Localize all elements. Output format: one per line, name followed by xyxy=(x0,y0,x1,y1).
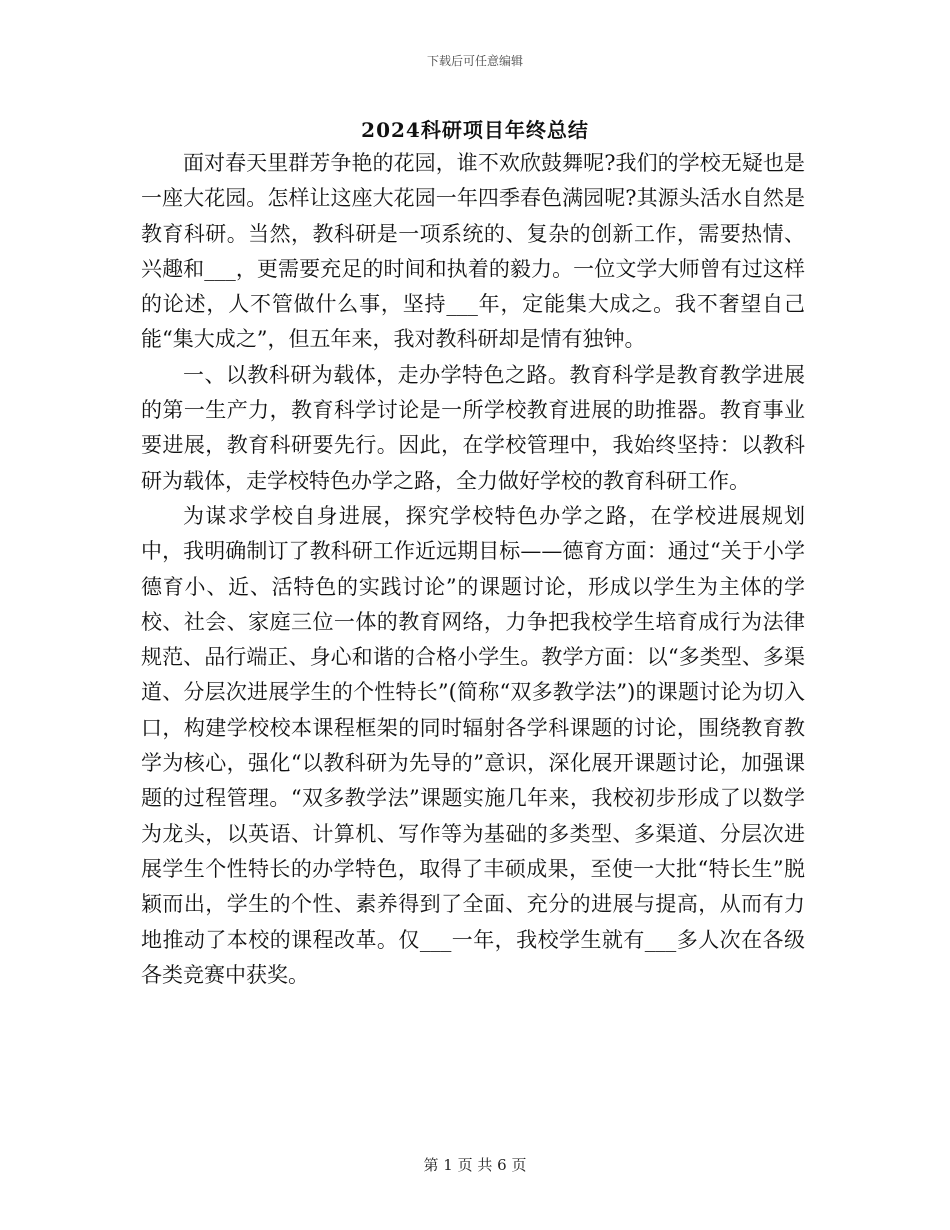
document-title: 2024科研项目年终总结 xyxy=(361,118,589,142)
paragraph-intro: 面对春天里群芳争艳的花园，谁不欢欣鼓舞呢?我们的学校无疑也是一座大花园。怎样让这座大花园一年四季春色满园呢?其源头活水自然是教育科研。当然，教科研是一项系统的、复杂的创新工作，需要热情、兴趣和___，更需要充足的时间和执着的毅力。一位文学大师曾有过这样的论述，人不管做什么事，坚持___年，定能集大成之。我不奢望自己能“集大成之”，但五年来，我对教科研却是情有独钟。 xyxy=(141,151,805,352)
page-header-note: 下载后可任意编辑 xyxy=(426,54,523,68)
page-number: 第 1 页 共 6 页 xyxy=(423,1156,527,1174)
paragraph-goals: 为谋求学校自身进展，探究学校特色办学之路，在学校进展规划中，我明确制订了教科研工作近远期目标——德育方面：通过“关于小学德育小、近、活特色的实践讨论”的课题讨论，形成以学生为主体的学校、社会、家庭三位一体的教育网络，力争把我校学生培育成行为法律规范、品行端正、身心和谐的合格小学生。教学方面：以“多类型、多渠道、分层次进展学生的个性特长”(简称“双多教学法”)的课题讨论为切入口，构建学校校本课程框架的同时辐射各学科课题的讨论，围绕教育教学为核心，强化“以教科研为先导的”意识，深化展开课题讨论，加强课题的过程管理。“双多教学法”课题实施几年来，我校初步形成了以数学为龙头，以英语、计算机、写作等为基础的多类型、多渠道、分层次进展学生个性特长的办学特色，取得了丰硕成果，至使一大批“特长生”脱颖而出，学生的个性、素养得到了全面、充分的进展与提高，从而有力地推动了本校的课程改革。仅___一年，我校学生就有___多人次在各级各类竞赛中获奖。 xyxy=(141,503,805,987)
document-body xyxy=(141,146,805,993)
paragraph-section-one: 一、以教科研为载体，走办学特色之路。教育科学是教育教学进展的第一生产力，教育科学讨论是一所学校教育进展的助推器。教育事业要进展，教育科研要先行。因此，在学校管理中，我始终坚持：以教科研为载体，走学校特色办学之路，全力做好学校的教育科研工作。 xyxy=(141,362,805,493)
